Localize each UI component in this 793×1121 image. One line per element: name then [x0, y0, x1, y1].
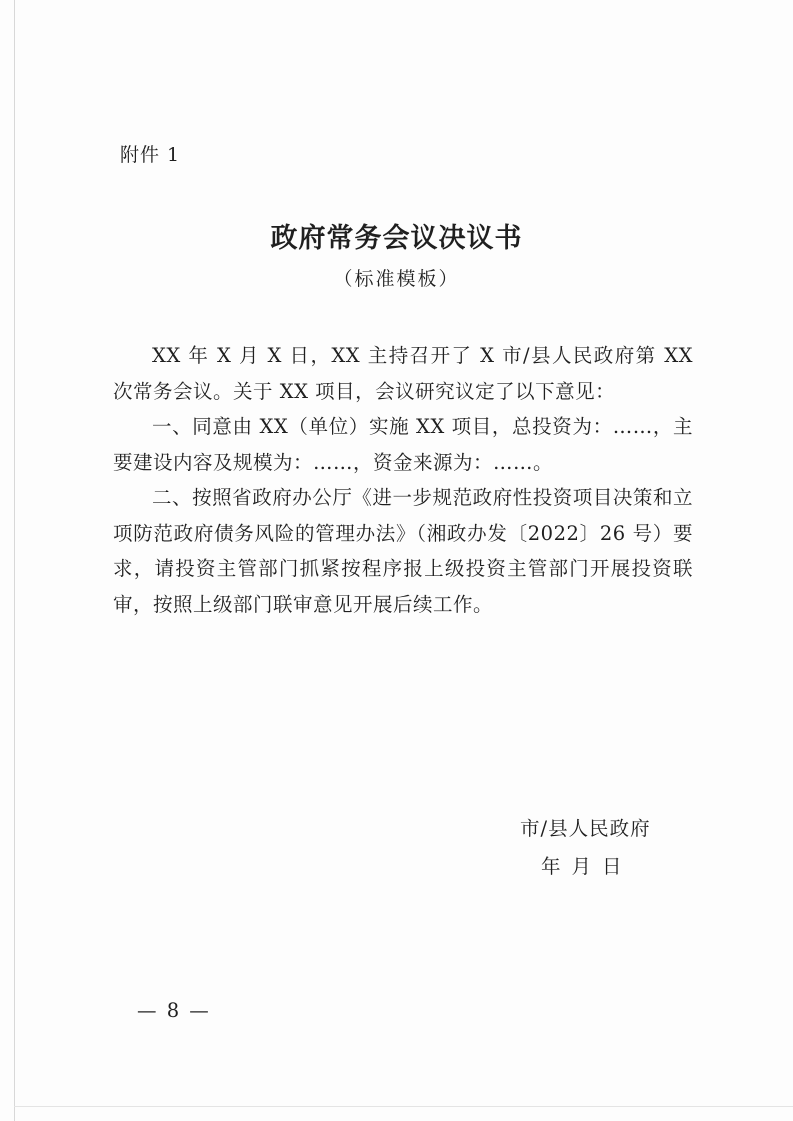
- paragraph-item-1: 一、同意由 XX（单位）实施 XX 项目，总投资为：……，主要建设内容及规模为：……，资金来源为：……。: [113, 415, 693, 474]
- scan-bottom-line: [14, 1106, 793, 1107]
- signature-org: 市/县人民政府: [520, 817, 651, 840]
- paragraph-item-2: 二、按照省政府办公厅《进一步规范政府性投资项目决策和立项防范政府债务风险的管理办法》（湘政办发〔2022〕26 号）要求，请投资主管部门抓紧按程序报上级投资主管部门开展投资联审，按照上级部门联审意见开展后续工作。: [113, 486, 693, 616]
- page-number: — 8 —: [137, 999, 211, 1022]
- document-body: [113, 338, 693, 622]
- date-year: 年: [541, 855, 561, 878]
- date-day: 日: [602, 855, 622, 878]
- document-title: 政府常务会议决议书: [270, 223, 523, 254]
- scan-edge-line: [14, 0, 15, 1121]
- document-subtitle: （标准模板）: [333, 268, 460, 290]
- attachment-label: 附件 1: [120, 144, 181, 166]
- signature-date: [541, 851, 633, 879]
- date-month: 月: [571, 855, 592, 878]
- paragraph-intro: XX 年 X 月 X 日，XX 主持召开了 X 市/县人民政府第 XX 次常务会议。关于 XX 项目，会议研究议定了以下意见：: [113, 344, 693, 403]
